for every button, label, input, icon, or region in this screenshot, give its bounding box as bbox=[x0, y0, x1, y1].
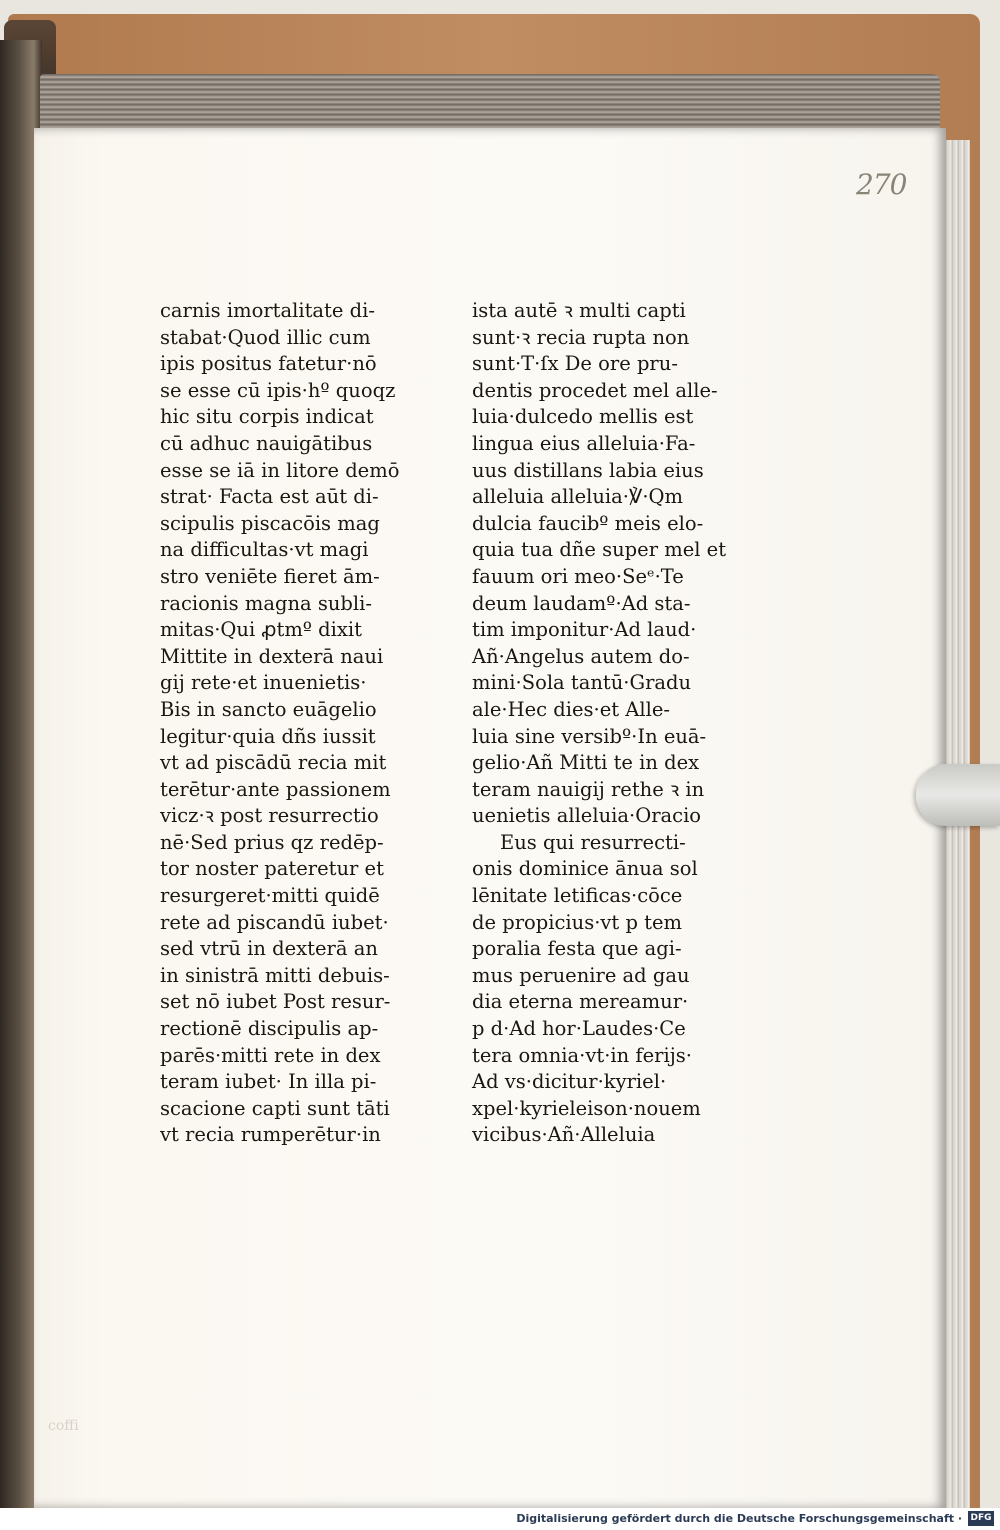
text-line: dulcia faucibº meis elo- bbox=[472, 511, 704, 535]
text-line: racionis magna subli- bbox=[160, 591, 372, 615]
credit-bar bbox=[0, 1508, 1000, 1530]
text-line: sed vtrū in dexterā an bbox=[160, 937, 378, 961]
text-line: vt recia rumperētur·in bbox=[160, 1123, 381, 1147]
text-line: stabat·Quod illic cum bbox=[160, 325, 371, 349]
text-line: sunt·ꝛ recia rupta non bbox=[472, 325, 690, 349]
text-line: rectionē discipulis ap- bbox=[160, 1017, 379, 1041]
text-line: ale·Hec dies·et Alle- bbox=[472, 697, 670, 721]
text-line: sunt·T·ſx De ore pru- bbox=[472, 352, 678, 376]
dfg-logo-icon: DFG bbox=[968, 1511, 994, 1526]
text-line: Ad vs·dicitur·kyriel· bbox=[472, 1070, 667, 1094]
text-line: Mittite in dexterā naui bbox=[160, 644, 384, 668]
text-line: tim imponitur·Ad laud· bbox=[472, 618, 697, 642]
page-clip bbox=[916, 764, 1000, 826]
text-line: luia sine versibº·In euā- bbox=[472, 724, 707, 748]
text-line: cū adhuc nauigātibus bbox=[160, 431, 373, 455]
text-line: legitur·quia dñs iussit bbox=[160, 724, 376, 748]
text-line: uus distillans labia eius bbox=[472, 458, 704, 482]
text-line: parēs·mitti rete in dex bbox=[160, 1043, 381, 1067]
text-line: esse se iā in litore demō bbox=[160, 458, 400, 482]
text-line: vicibus·Añ·Alleluia bbox=[472, 1123, 656, 1147]
text-line: mini·Sola tantū·Gradu bbox=[472, 671, 692, 695]
text-line: gelio·Añ Mitti te in dex bbox=[472, 751, 700, 775]
text-line: na difficultas·vt magi bbox=[160, 538, 369, 562]
text-line: vicz·ꝛ post resurrectio bbox=[160, 804, 379, 828]
text-line: hic situ corpis indicat bbox=[160, 405, 374, 429]
text-line: teram nauigij rethe ꝛ in bbox=[472, 777, 705, 801]
folio-number: 270 bbox=[856, 168, 907, 201]
text-line: terētur·ante passionem bbox=[160, 777, 391, 801]
text-line: fauum ori meo·Seᵉ·Te bbox=[472, 564, 684, 588]
text-line: nē·Sed prius qz redēp- bbox=[160, 830, 384, 854]
text-line: scacione capti sunt tāti bbox=[160, 1096, 390, 1120]
text-column-left bbox=[160, 298, 460, 1149]
text-line: de propicius·vt p tem bbox=[472, 910, 683, 934]
text-line: rete ad piscandū iubet· bbox=[160, 910, 389, 934]
credit-text: Digitalisierung gefördert durch die Deutsche Forschungsgemeinschaft · bbox=[516, 1512, 962, 1525]
text-line: uenietis alleluia·Oracio bbox=[472, 804, 702, 828]
text-line: ista autē ꝛ multi capti bbox=[472, 299, 686, 322]
text-line: alleluia alleluia·℣·Qm bbox=[472, 485, 684, 509]
text-line: strat· Facta est aūt di- bbox=[160, 485, 379, 509]
text-line: carnis imortalitate di- bbox=[160, 299, 375, 322]
text-line: Añ·Angelus autem do- bbox=[472, 644, 690, 668]
text-line: lēnitate letificas·cōce bbox=[472, 884, 683, 908]
faint-stamp: coffi bbox=[48, 1418, 79, 1434]
text-line: luia·dulcedo mellis est bbox=[472, 405, 694, 429]
text-line: onis dominice ānua sol bbox=[472, 857, 698, 881]
text-line: ipis positus fatetur·nō bbox=[160, 352, 377, 376]
text-line: tor noster pateretur et bbox=[160, 857, 384, 881]
text-line: scipulis piscacōis mag bbox=[160, 511, 380, 535]
text-line: tera omnia·vt·in ferijs· bbox=[472, 1043, 692, 1067]
text-line: lingua eius alleluia·Fa- bbox=[472, 431, 696, 455]
text-line: p d·Ad hor·Laudes·Ce bbox=[472, 1017, 686, 1041]
text-line: Eus qui resurrecti- bbox=[500, 830, 686, 854]
text-line: mitas·Qui ꝓtmº dixit bbox=[160, 618, 362, 642]
text-line: dentis procedet mel alle- bbox=[472, 378, 718, 402]
text-line: poralia festa que agi- bbox=[472, 937, 682, 961]
text-line: xpel·kyrieleison·nouem bbox=[472, 1096, 701, 1120]
text-line: in sinistrā mitti debuis- bbox=[160, 963, 390, 987]
page-edges-top bbox=[40, 74, 940, 136]
text-line: stro veniēte fieret ām- bbox=[160, 564, 380, 588]
text-line: deum laudamº·Ad sta- bbox=[472, 591, 691, 615]
text-line: se esse cū ipis·hº quoqz bbox=[160, 378, 396, 402]
text-line: quia tua dñe super mel et bbox=[472, 538, 727, 562]
text-line: gij rete·et inuenietis· bbox=[160, 671, 367, 695]
text-line: vt ad piscādū recia mit bbox=[160, 751, 387, 775]
text-line: mus peruenire ad gau bbox=[472, 963, 690, 987]
text-line: set nō iubet Post resur- bbox=[160, 990, 391, 1014]
text-line: Bis in sancto euāgelio bbox=[160, 697, 377, 721]
text-line: dia eterna mereamur· bbox=[472, 990, 689, 1014]
text-column-right bbox=[472, 298, 772, 1149]
text-line: teram iubet· In illa pi- bbox=[160, 1070, 377, 1094]
text-line: resurgeret·mitti quidē bbox=[160, 884, 380, 908]
